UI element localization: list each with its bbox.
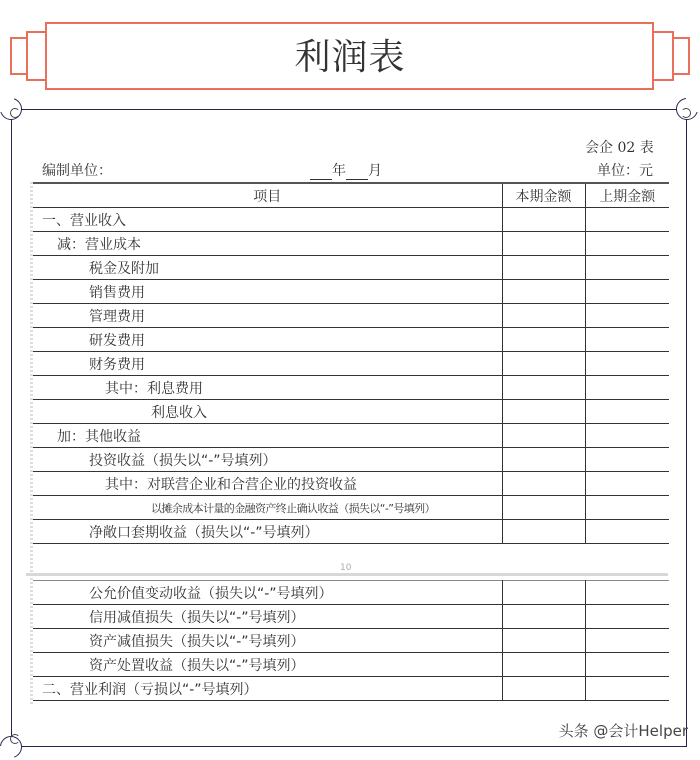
page-title: 利润表 xyxy=(294,37,406,78)
current-period-amount-cell[interactable] xyxy=(502,400,585,424)
table-row xyxy=(33,376,669,400)
current-period-amount-cell[interactable] xyxy=(502,376,585,400)
income-statement-table-page2 xyxy=(33,580,669,701)
column-header-item: 项目 xyxy=(33,183,502,208)
previous-period-amount-cell[interactable] xyxy=(585,520,669,544)
current-period-amount-cell[interactable] xyxy=(502,581,585,605)
row-label: 减：营业成本 xyxy=(33,232,502,256)
table-row xyxy=(33,581,669,605)
ring-icon xyxy=(10,734,20,744)
row-label: 信用减值损失（损失以“-”号填列） xyxy=(33,605,502,629)
current-period-amount-cell[interactable] xyxy=(502,424,585,448)
unit-label: 单位：元 xyxy=(597,163,653,179)
current-period-amount-cell[interactable] xyxy=(502,280,585,304)
row-label: 一、营业收入 xyxy=(33,208,502,232)
row-label: 其中：利息费用 xyxy=(33,376,502,400)
row-label: 利息收入 xyxy=(33,400,502,424)
table-row xyxy=(33,677,669,701)
table-row xyxy=(33,653,669,677)
previous-period-amount-cell[interactable] xyxy=(585,208,669,232)
previous-period-amount-cell[interactable] xyxy=(585,424,669,448)
previous-period-amount-cell[interactable] xyxy=(585,376,669,400)
current-period-amount-cell[interactable] xyxy=(502,629,585,653)
row-label: 公允价值变动收益（损失以“-”号填列） xyxy=(33,581,502,605)
current-period-amount-cell[interactable] xyxy=(502,605,585,629)
page-break-divider xyxy=(26,573,668,576)
row-label: 加：其他收益 xyxy=(33,424,502,448)
previous-period-amount-cell[interactable] xyxy=(585,677,669,701)
table-row xyxy=(33,232,669,256)
current-period-amount-cell[interactable] xyxy=(502,677,585,701)
row-label: 资产减值损失（损失以“-”号填列） xyxy=(33,629,502,653)
row-label: 税金及附加 xyxy=(33,256,502,280)
previous-period-amount-cell[interactable] xyxy=(585,472,669,496)
current-period-amount-cell[interactable] xyxy=(502,232,585,256)
previous-period-amount-cell[interactable] xyxy=(585,448,669,472)
current-period-amount-cell[interactable] xyxy=(502,256,585,280)
table-row xyxy=(33,280,669,304)
row-label: 研发费用 xyxy=(33,328,502,352)
row-label: 资产处置收益（损失以“-”号填列） xyxy=(33,653,502,677)
table-row xyxy=(33,400,669,424)
table-row xyxy=(33,424,669,448)
column-header-previous: 上期金额 xyxy=(585,183,669,208)
compiler-label: 编制单位： xyxy=(42,163,112,179)
watermark: 头条 @会计Helper xyxy=(558,722,688,740)
income-statement-table-page1 xyxy=(33,182,669,544)
previous-period-amount-cell[interactable] xyxy=(585,304,669,328)
page-number: 10 xyxy=(340,563,352,573)
previous-period-amount-cell[interactable] xyxy=(585,581,669,605)
row-label: 管理费用 xyxy=(33,304,502,328)
previous-period-amount-cell[interactable] xyxy=(585,400,669,424)
table-row xyxy=(33,520,669,544)
previous-period-amount-cell[interactable] xyxy=(585,653,669,677)
table-row xyxy=(33,256,669,280)
current-period-amount-cell[interactable] xyxy=(502,352,585,376)
year-label: 年 xyxy=(332,163,346,179)
title-banner xyxy=(0,0,700,100)
current-period-amount-cell[interactable] xyxy=(502,208,585,232)
table-row xyxy=(33,208,669,232)
current-period-amount-cell[interactable] xyxy=(502,328,585,352)
table-row xyxy=(33,605,669,629)
current-period-amount-cell[interactable] xyxy=(502,496,585,520)
table-row xyxy=(33,448,669,472)
table-row xyxy=(33,629,669,653)
current-period-amount-cell[interactable] xyxy=(502,304,585,328)
month-label: 月 xyxy=(368,163,382,179)
table-row xyxy=(33,496,669,520)
table-row xyxy=(33,472,669,496)
previous-period-amount-cell[interactable] xyxy=(585,256,669,280)
previous-period-amount-cell[interactable] xyxy=(585,232,669,256)
table-header-row xyxy=(33,183,669,208)
column-header-current: 本期金额 xyxy=(502,183,585,208)
row-label: 净敞口套期收益（损失以“-”号填列） xyxy=(33,520,502,544)
period-field[interactable] xyxy=(310,160,382,180)
current-period-amount-cell[interactable] xyxy=(502,520,585,544)
previous-period-amount-cell[interactable] xyxy=(585,496,669,520)
ring-icon xyxy=(681,108,691,118)
row-label: 投资收益（损失以“-”号填列） xyxy=(33,448,502,472)
ring-icon xyxy=(10,108,20,118)
row-label: 二、营业利润（亏损以“-”号填列） xyxy=(33,677,502,701)
form-code: 会企 02 表 xyxy=(585,140,654,156)
row-label: 其中：对联营企业和合营企业的投资收益 xyxy=(33,472,502,496)
row-label: 财务费用 xyxy=(33,352,502,376)
previous-period-amount-cell[interactable] xyxy=(585,328,669,352)
previous-period-amount-cell[interactable] xyxy=(585,352,669,376)
current-period-amount-cell[interactable] xyxy=(502,653,585,677)
row-label: 以摊余成本计量的金融资产终止确认收益（损失以“-”号填列） xyxy=(33,496,502,520)
previous-period-amount-cell[interactable] xyxy=(585,629,669,653)
table-row xyxy=(33,352,669,376)
table-row xyxy=(33,328,669,352)
previous-period-amount-cell[interactable] xyxy=(585,280,669,304)
current-period-amount-cell[interactable] xyxy=(502,448,585,472)
previous-period-amount-cell[interactable] xyxy=(585,605,669,629)
table-row xyxy=(33,304,669,328)
row-label: 销售费用 xyxy=(33,280,502,304)
current-period-amount-cell[interactable] xyxy=(502,472,585,496)
